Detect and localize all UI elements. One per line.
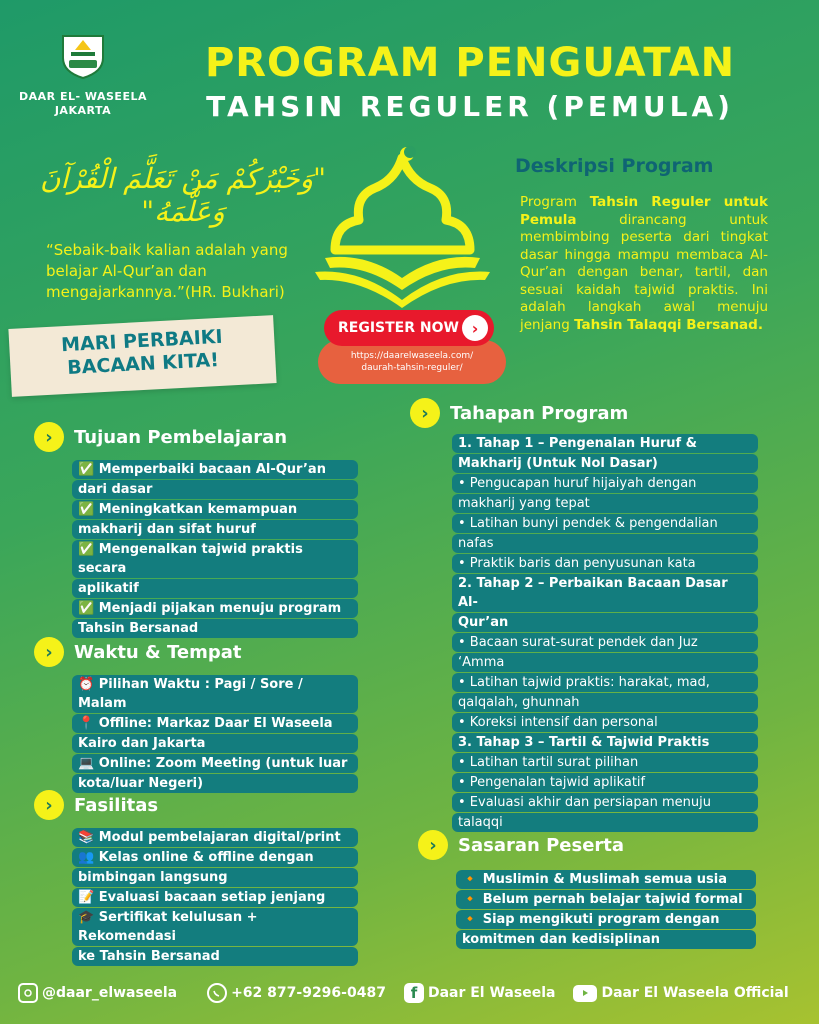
- waktu-item: 📍 Offline: Markaz Daar El Waseela: [72, 714, 358, 733]
- tahapan-item: • Evaluasi akhir dan persiapan menuju: [452, 793, 758, 812]
- waktu-item: ⏰ Pilihan Waktu : Pagi / Sore / Malam: [72, 675, 358, 713]
- arabic-quote: "وَخَيْرُكُمْ مَنْ تَعَلَّمَ الْقُرْآنَ وَعَلَّمَهُ": [39, 162, 327, 228]
- brand-name: [18, 90, 148, 118]
- fasilitas-item: 👥 Kelas online & offline dengan: [72, 848, 358, 867]
- tahapan-item: 2. Tahap 2 – Perbaikan Bacaan Dasar Al-: [452, 574, 758, 612]
- fasilitas-item: 🎓 Sertifikat kelulusan + Rekomendasi: [72, 908, 358, 946]
- tujuan-item: ✅ Meningkatkan kemampuan: [72, 500, 358, 519]
- tahapan-item: • Pengenalan tajwid aplikatif: [452, 773, 758, 792]
- tujuan-item: ✅ Mengenalkan tajwid praktis secara: [72, 540, 358, 578]
- mosque-book-icon: [315, 140, 490, 310]
- fasilitas-item: ke Tahsin Bersanad: [72, 947, 358, 966]
- tahapan-item: Makharij (Untuk Nol Dasar): [452, 454, 758, 473]
- chevron-right-icon: ›: [410, 398, 440, 428]
- youtube-icon: [573, 985, 597, 1002]
- description-body: [520, 194, 768, 334]
- tahapan-item: • Latihan tartil surat pilihan: [452, 753, 758, 772]
- footer-youtube[interactable]: [573, 985, 788, 1002]
- fasilitas-title: Fasilitas: [74, 794, 159, 816]
- tahapan-header: [410, 398, 628, 428]
- register-url-line2: daurah-tahsin-reguler/: [361, 363, 463, 373]
- tujuan-item: Tahsin Bersanad: [72, 619, 358, 638]
- tujuan-header: [34, 422, 287, 452]
- waktu-list: [72, 675, 358, 794]
- sasaran-header: [418, 830, 624, 860]
- tahapan-item: 3. Tahap 3 – Tartil & Tajwid Praktis: [452, 733, 758, 752]
- tahapan-item: talaqqi: [452, 813, 758, 832]
- tahapan-list: [452, 434, 758, 833]
- whatsapp-number: +62 877-9296-0487: [231, 985, 386, 1001]
- tujuan-item: ✅ Menjadi pijakan menuju program: [72, 599, 358, 618]
- register-url-line1: https://daarelwaseela.com/: [350, 351, 474, 361]
- tahapan-item: nafas: [452, 534, 758, 553]
- tahapan-item: ‘Amma: [452, 653, 758, 672]
- crest-icon: [57, 28, 109, 80]
- fasilitas-item: 📝 Evaluasi bacaan setiap jenjang: [72, 888, 358, 907]
- fasilitas-header: [34, 790, 158, 820]
- description-bold-1: Tahsin Reguler untuk Pemula: [520, 194, 768, 228]
- chevron-right-icon: ›: [34, 422, 64, 452]
- tahapan-item: • Praktik baris dan penyusunan kata: [452, 554, 758, 573]
- chevron-right-icon: ›: [418, 830, 448, 860]
- footer: [18, 983, 808, 1003]
- hadith-translation: “Sebaik-baik kalian adalah yang belajar Al-Qur’an dan mengajarkannya.”(HR. Bukhari): [46, 241, 288, 301]
- page-title: PROGRAM PENGUATAN: [204, 40, 736, 86]
- instagram-handle: @daar_elwaseela: [42, 985, 178, 1001]
- register-label: REGISTER NOW: [338, 320, 459, 336]
- tujuan-title: Tujuan Pembelajaran: [74, 426, 288, 448]
- register-url[interactable]: [318, 350, 506, 374]
- brand-name-line2: JAKARTA: [54, 104, 112, 117]
- sasaran-list: [456, 870, 756, 950]
- brand-logo: [18, 28, 148, 118]
- tahapan-title: Tahapan Program: [450, 402, 629, 424]
- whatsapp-icon: [207, 983, 227, 1003]
- youtube-channel: Daar El Waseela Official: [601, 985, 789, 1001]
- page-subtitle: TAHSIN REGULER (PEMULA): [206, 90, 734, 123]
- ribbon-line2: BACAAN KITA!: [66, 349, 220, 379]
- sasaran-item: komitmen dan kedisiplinan: [456, 930, 756, 949]
- tahapan-item: Qur’an: [452, 613, 758, 632]
- sasaran-item: 🔸 Belum pernah belajar tajwid formal: [456, 890, 756, 909]
- chevron-right-icon: ›: [34, 790, 64, 820]
- sasaran-item: 🔸 Siap mengikuti program dengan: [456, 910, 756, 929]
- tahapan-item: • Bacaan surat-surat pendek dan Juz: [452, 633, 758, 652]
- tujuan-item: dari dasar: [72, 480, 358, 499]
- waktu-item: kota/luar Negeri): [72, 774, 358, 793]
- register-button[interactable]: [324, 310, 494, 346]
- fasilitas-list: [72, 828, 358, 967]
- tujuan-item: makharij dan sifat huruf: [72, 520, 358, 539]
- tahapan-item: • Pengucapan huruf hijaiyah dengan: [452, 474, 758, 493]
- ribbon-line1: MARI PERBAIKI: [60, 325, 224, 357]
- brand-name-line1: DAAR EL- WASEELA: [18, 90, 147, 103]
- tujuan-item: aplikatif: [72, 579, 358, 598]
- footer-facebook[interactable]: [404, 983, 556, 1003]
- description-title: Deskripsi Program: [515, 155, 714, 177]
- facebook-name: Daar El Waseela: [427, 985, 556, 1001]
- sasaran-item: 🔸 Muslimin & Muslimah semua usia: [456, 870, 756, 889]
- description-text-2: dirancang untuk membimbing peserta dari tingkat dasar hingga mampu membaca Al-Qur’an dengan benar, tartil, dan sesuai kaidah tajwid praktis. Ini adalah langkah awal menuju jenjang: [520, 211, 768, 333]
- waktu-item: 💻 Online: Zoom Meeting (untuk luar: [72, 754, 358, 773]
- tahapan-item: • Latihan bunyi pendek & pengendalian: [452, 514, 758, 533]
- waktu-title: Waktu & Tempat: [74, 641, 242, 663]
- tahapan-item: qalqalah, ghunnah: [452, 693, 758, 712]
- tahapan-item: makharij yang tepat: [452, 494, 758, 513]
- tahapan-item: • Latihan tajwid praktis: harakat, mad,: [452, 673, 758, 692]
- tujuan-list: [72, 460, 358, 639]
- waktu-header: [34, 637, 241, 667]
- facebook-icon: f: [404, 983, 424, 1003]
- tahapan-item: 1. Tahap 1 – Pengenalan Huruf &: [452, 434, 758, 453]
- tahapan-item: • Koreksi intensif dan personal: [452, 713, 758, 732]
- instagram-icon: [18, 983, 38, 1003]
- description-text-1: Program: [520, 194, 590, 210]
- chevron-right-icon: ›: [34, 637, 64, 667]
- footer-instagram[interactable]: [18, 983, 177, 1003]
- sasaran-title: Sasaran Peserta: [458, 834, 625, 856]
- fasilitas-item: bimbingan langsung: [72, 868, 358, 887]
- description-bold-2: Tahsin Talaqqi Bersanad.: [574, 316, 763, 333]
- fasilitas-item: 📚 Modul pembelajaran digital/print: [72, 828, 358, 847]
- waktu-item: Kairo dan Jakarta: [72, 734, 358, 753]
- tujuan-item: ✅ Memperbaiki bacaan Al-Qur’an: [72, 460, 358, 479]
- arrow-right-icon: ›: [462, 315, 488, 341]
- footer-whatsapp[interactable]: [207, 983, 386, 1003]
